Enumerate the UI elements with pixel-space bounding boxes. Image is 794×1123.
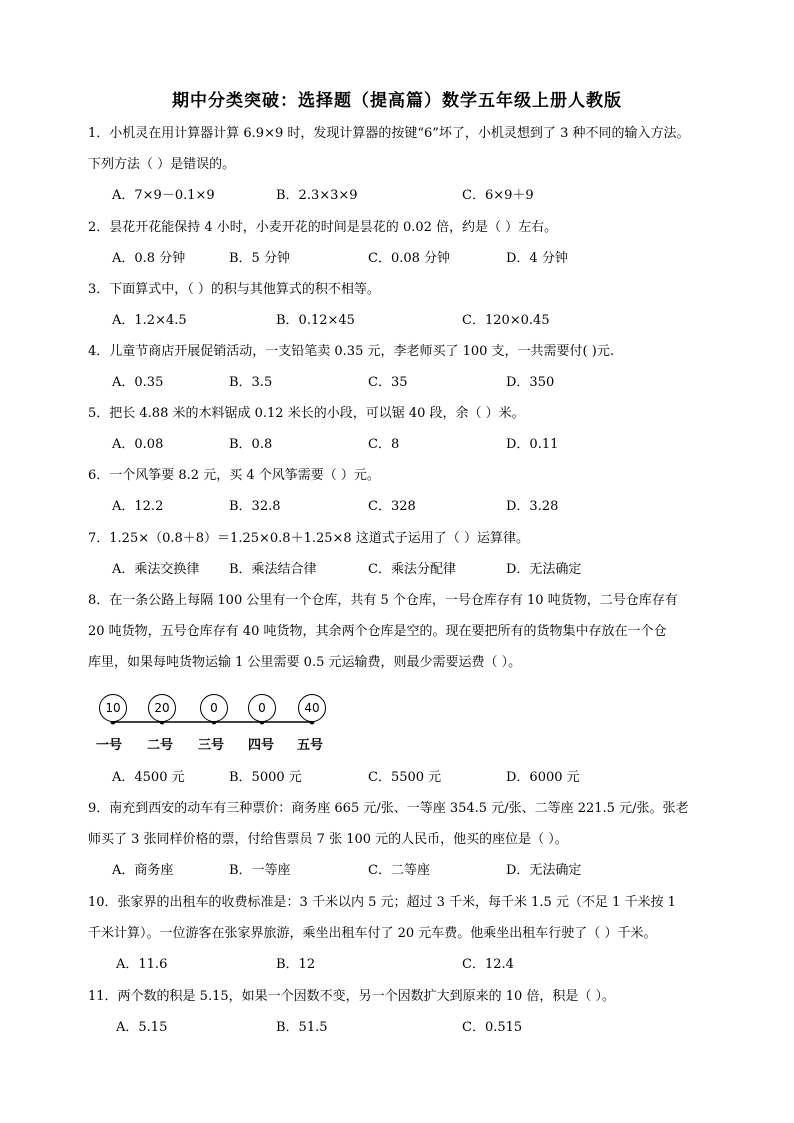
option-b[interactable]: B．51.5 xyxy=(276,1020,328,1035)
option-b[interactable]: B．12 xyxy=(276,957,316,972)
option-b[interactable]: B．一等座 xyxy=(229,863,291,878)
question-text: 师买了 3 张同样价格的票，付给售票员 7 张 100 元的人民币，他买的座位是（ ）。 xyxy=(88,832,568,847)
option-a[interactable]: A．5.15 xyxy=(116,1020,168,1035)
question-3 xyxy=(88,274,718,305)
option-c[interactable]: C．8 xyxy=(368,437,400,452)
option-c[interactable]: C．12.4 xyxy=(462,957,514,972)
question-text: 7．1.25×（0.8＋8）＝1.25×0.8＋1.25×8 这道式子运用了（ ）运算律。 xyxy=(88,531,529,546)
warehouse-3-label: 三号 xyxy=(198,738,225,753)
option-a[interactable]: A．0.08 xyxy=(112,437,164,452)
question-text: 8．在一条公路上每隔 100 公里有一个仓库，共有 5 个仓库，一号仓库存有 10 吨货物，二号仓库存有 xyxy=(88,593,678,608)
question-2 xyxy=(88,212,718,243)
question-text: 5．把长 4.88 米的木料锯成 0.12 米长的小段，可以锯 40 段，余（ ）米。 xyxy=(88,406,525,421)
warehouse-4-label: 四号 xyxy=(248,738,275,753)
question-text: 3．下面算式中，（ ）的积与其他算式的积不相等。 xyxy=(88,282,380,297)
option-c[interactable]: C．5500 元 xyxy=(368,770,442,785)
question-text: 10．张家界的出租车的收费标准是：3 千米以内 5 元；超过 3 千米，每千米 1.5 元（不足 1 千米按 1 xyxy=(88,895,676,910)
option-a[interactable]: A．12.2 xyxy=(112,499,164,514)
question-text: 1．小机灵在用计算器计算 6.9×9 时，发现计算器的按键“6”坏了，小机灵想到了 3 种不同的输入方法。 xyxy=(88,126,690,141)
option-a[interactable]: A．乘法交换律 xyxy=(112,562,200,577)
option-d[interactable]: D．6000 元 xyxy=(506,770,580,785)
question-text: 11．两个数的积是 5.15，如果一个因数不变，另一个因数扩大到原来的 10 倍，积是（ ）。 xyxy=(88,989,616,1004)
option-c[interactable]: C．35 xyxy=(368,375,408,390)
option-c[interactable]: C．328 xyxy=(368,499,416,514)
option-a[interactable]: A．商务座 xyxy=(112,863,174,878)
option-b[interactable]: B．5 分钟 xyxy=(229,251,290,266)
warehouse-1-label: 一号 xyxy=(96,738,123,753)
question-text: 4．儿童节商店开展促销活动，一支铅笔卖 0.35 元，李老师买了 100 支，一共需要付( )元. xyxy=(88,344,614,359)
question-text: 9．南充到西安的动车有三种票价：商务座 665 元/张、一等座 354.5 元/张、二等座 221.5 元/张。张老 xyxy=(88,801,689,816)
option-b[interactable]: B．32.8 xyxy=(229,499,281,514)
option-a[interactable]: A．1.2×4.5 xyxy=(112,313,187,328)
question-6 xyxy=(88,460,718,491)
warehouse-2-circle: 20 xyxy=(148,694,176,722)
warehouse-4-circle: 0 xyxy=(248,694,276,722)
option-a[interactable]: A．0.35 xyxy=(112,375,164,390)
question-7 xyxy=(88,523,718,554)
option-a[interactable]: A．11.6 xyxy=(116,957,168,972)
option-a[interactable]: A．7×9－0.1×9 xyxy=(112,188,215,203)
question-9 xyxy=(88,793,718,855)
option-c[interactable]: C．120×0.45 xyxy=(462,313,550,328)
option-a[interactable]: A．0.8 分钟 xyxy=(112,251,186,266)
warehouse-diagram xyxy=(96,694,336,754)
warehouse-5-label: 五号 xyxy=(297,738,324,753)
option-d[interactable]: D．4 分钟 xyxy=(506,251,568,266)
option-b[interactable]: B．0.8 xyxy=(229,437,273,452)
question-text: 下列方法（ ）是错误的。 xyxy=(88,157,236,172)
option-c[interactable]: C．6×9＋9 xyxy=(462,188,534,203)
question-1 xyxy=(88,118,718,180)
option-d[interactable]: D．3.28 xyxy=(506,499,559,514)
option-c[interactable]: C．乘法分配律 xyxy=(368,562,456,577)
option-b[interactable]: B．5000 元 xyxy=(229,770,302,785)
option-c[interactable]: C．0.515 xyxy=(462,1020,523,1035)
warehouse-3-circle: 0 xyxy=(200,694,228,722)
option-b[interactable]: B．2.3×3×9 xyxy=(276,188,358,203)
option-b[interactable]: B．3.5 xyxy=(229,375,273,390)
option-c[interactable]: C．二等座 xyxy=(368,863,430,878)
option-c[interactable]: C．0.08 分钟 xyxy=(368,251,451,266)
question-4 xyxy=(88,336,718,367)
option-b[interactable]: B．乘法结合律 xyxy=(229,562,317,577)
option-d[interactable]: D．350 xyxy=(506,375,555,390)
warehouse-5-circle: 40 xyxy=(298,694,326,722)
question-5 xyxy=(88,398,718,429)
option-d[interactable]: D．无法确定 xyxy=(506,863,582,878)
warehouse-1-circle: 10 xyxy=(99,694,127,722)
question-text: 千米计算）。一位游客在张家界旅游，乘坐出租车付了 20 元车费。他乘坐出租车行驶了（ ）千米。 xyxy=(88,926,657,941)
option-a[interactable]: A．4500 元 xyxy=(112,770,185,785)
page-title: 期中分类突破：选择题（提高篇）数学五年级上册人教版 xyxy=(172,91,622,111)
option-d[interactable]: D．0.11 xyxy=(506,437,559,452)
option-d[interactable]: D．无法确定 xyxy=(506,562,582,577)
option-b[interactable]: B．0.12×45 xyxy=(276,313,355,328)
question-text: 2．昙花开花能保持 4 小时，小麦开花的时间是昙花的 0.02 倍，约是（ ）左右。 xyxy=(88,220,558,235)
question-text: 库里，如果每吨货物运输 1 公里需要 0.5 元运输费，则最少需要运费（ ）。 xyxy=(88,655,522,670)
question-text: 6．一个风筝要 8.2 元，买 4 个风筝需要（ ）元。 xyxy=(88,468,380,483)
question-text: 20 吨货物，五号仓库存有 40 吨货物，其余两个仓库是空的。现在要把所有的货物集中存放在一个仓 xyxy=(88,624,667,639)
question-11 xyxy=(88,981,718,1012)
warehouse-2-label: 二号 xyxy=(147,738,174,753)
question-10 xyxy=(88,887,718,949)
question-8 xyxy=(88,585,718,678)
